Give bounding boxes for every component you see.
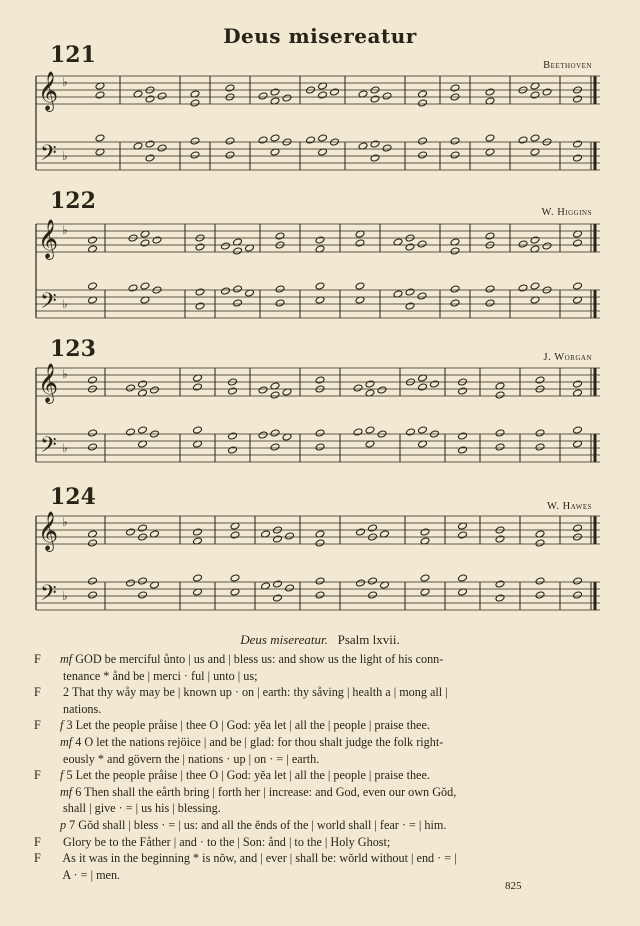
note-head xyxy=(258,386,268,394)
note-head xyxy=(126,428,136,436)
note-head xyxy=(275,299,285,307)
verse-dynamic: mf xyxy=(60,784,73,799)
note-head xyxy=(405,302,415,310)
note-head xyxy=(157,144,167,152)
verse-text: As it was in the beginning * is nǒw, and | ever | shall be: wǒrld without | end · = | xyxy=(62,851,457,866)
verse-dynamic: mf xyxy=(60,735,73,749)
note-head xyxy=(458,574,468,582)
note-head xyxy=(368,591,378,599)
note-head xyxy=(285,584,295,592)
note-head xyxy=(535,429,545,437)
note-head xyxy=(225,137,235,145)
note-head xyxy=(495,594,505,602)
note-head xyxy=(315,376,325,384)
note-head xyxy=(221,287,231,295)
chant-number-121: 121 xyxy=(50,42,96,68)
note-head xyxy=(495,391,505,399)
note-head xyxy=(258,431,268,439)
flat-icon: ♭ xyxy=(62,367,68,381)
note-head xyxy=(157,92,167,100)
flat-icon: ♭ xyxy=(62,441,68,455)
note-head xyxy=(88,577,98,585)
note-head xyxy=(368,577,378,585)
caption-title: Deus misereatur. xyxy=(240,632,328,647)
verse-text: Glory be to the Fåther | and · to the | Son: ånd | to the | Holy Ghost; xyxy=(63,834,391,849)
note-head xyxy=(282,94,292,102)
verse-dynamic: f xyxy=(60,718,64,733)
note-head xyxy=(370,154,380,162)
note-head xyxy=(273,580,283,588)
note-head xyxy=(95,91,105,99)
verse-text: GOD be merciful ůnto | us and | bless us: and show us the light of his conn- xyxy=(75,652,444,666)
flat-icon: ♭ xyxy=(62,297,68,311)
note-head xyxy=(450,299,460,307)
caption-psalm: Psalm lxvii. xyxy=(337,632,400,647)
note-head xyxy=(458,387,468,395)
note-head xyxy=(128,284,138,292)
note-head xyxy=(418,99,428,107)
note-head xyxy=(270,443,280,451)
note-head xyxy=(418,383,428,391)
note-head xyxy=(518,284,528,292)
note-head xyxy=(430,380,440,388)
verse-line xyxy=(34,702,604,717)
note-head xyxy=(140,282,150,290)
note-head xyxy=(573,380,583,388)
note-head xyxy=(420,574,430,582)
chant-number-124: 124 xyxy=(50,484,96,510)
note-head xyxy=(485,232,495,240)
bass-clef-icon: 𝄢 xyxy=(40,433,57,463)
note-head xyxy=(145,95,155,103)
note-head xyxy=(145,140,155,148)
note-head xyxy=(126,528,136,536)
note-head xyxy=(573,140,583,148)
note-head xyxy=(315,282,325,290)
chant-number-122: 122 xyxy=(50,188,96,214)
note-head xyxy=(485,285,495,293)
note-head xyxy=(193,383,203,391)
note-head xyxy=(150,386,160,394)
note-head xyxy=(573,591,583,599)
note-head xyxy=(370,140,380,148)
psalm-caption xyxy=(0,632,640,648)
note-head xyxy=(228,387,238,395)
flat-icon: ♭ xyxy=(62,589,68,603)
verse-mark: F xyxy=(34,685,41,700)
note-head xyxy=(190,151,200,159)
verse-mark: F xyxy=(34,718,41,733)
composer-124: W. Hawes xyxy=(546,501,592,512)
verse-dynamic: p xyxy=(60,818,67,832)
note-head xyxy=(138,380,148,388)
verse-text: 3 Let the people pråise | thee O | God: yěa let | all the | people | praise thee. xyxy=(66,718,430,733)
flat-icon: ♭ xyxy=(62,75,68,89)
note-head xyxy=(88,539,98,547)
flat-icon: ♭ xyxy=(62,515,68,529)
note-head xyxy=(573,239,583,247)
note-head xyxy=(318,134,328,142)
note-head xyxy=(138,426,148,434)
note-head xyxy=(228,446,238,454)
note-head xyxy=(315,539,325,547)
verse-mark: F xyxy=(34,851,41,866)
note-head xyxy=(420,528,430,536)
note-head xyxy=(542,242,552,250)
note-head xyxy=(193,528,203,536)
note-head xyxy=(270,429,280,437)
verse-text: A · = | men. xyxy=(62,867,121,882)
verse-mark: F xyxy=(34,652,41,666)
note-head xyxy=(138,577,148,585)
note-head xyxy=(518,240,528,248)
page-number: 825 xyxy=(505,880,522,892)
note-head xyxy=(356,579,366,587)
verse-mark: F xyxy=(34,768,41,783)
verse-line xyxy=(34,835,604,850)
note-head xyxy=(450,247,460,255)
treble-clef-icon: 𝄞 xyxy=(38,511,59,551)
bass-clef-icon: 𝄢 xyxy=(40,581,57,611)
note-head xyxy=(450,84,460,92)
verse-text: tenance * ånd be | merci · ful | unto | us; xyxy=(63,668,258,683)
verse-text: nations. xyxy=(63,701,102,716)
note-head xyxy=(230,531,240,539)
note-head xyxy=(88,376,98,384)
note-head xyxy=(230,574,240,582)
note-head xyxy=(190,137,200,145)
note-head xyxy=(485,88,495,96)
note-head xyxy=(418,151,428,159)
note-head xyxy=(382,92,392,100)
composer-122: W. Higgins xyxy=(541,207,592,218)
note-head xyxy=(318,91,328,99)
note-head xyxy=(315,236,325,244)
verse-line xyxy=(34,752,604,767)
note-head xyxy=(458,531,468,539)
note-head xyxy=(145,154,155,162)
note-head xyxy=(495,580,505,588)
treble-clef-icon: 𝄞 xyxy=(38,71,59,111)
note-head xyxy=(270,391,280,399)
page-title: Deus misereatur xyxy=(223,24,417,48)
note-head xyxy=(495,535,505,543)
verse-dynamic: mf xyxy=(60,652,73,666)
note-head xyxy=(221,242,231,250)
note-head xyxy=(140,239,150,247)
note-head xyxy=(126,384,136,392)
note-head xyxy=(273,594,283,602)
flat-icon: ♭ xyxy=(62,223,68,237)
note-head xyxy=(417,240,427,248)
composer-123: J. Worgan xyxy=(543,352,592,363)
note-head xyxy=(88,282,98,290)
note-head xyxy=(573,154,583,162)
note-head xyxy=(450,151,460,159)
note-head xyxy=(417,292,427,300)
note-head xyxy=(365,380,375,388)
note-head xyxy=(330,88,340,96)
verse-line xyxy=(34,785,604,800)
composer-121: Beethoven xyxy=(543,60,592,71)
note-head xyxy=(228,432,238,440)
note-head xyxy=(275,285,285,293)
note-head xyxy=(573,95,583,103)
verse-line xyxy=(34,851,604,866)
note-head xyxy=(495,443,505,451)
verse-dynamic: f xyxy=(60,768,64,783)
note-head xyxy=(535,376,545,384)
note-head xyxy=(370,95,380,103)
note-head xyxy=(190,99,200,107)
note-head xyxy=(573,426,583,434)
note-head xyxy=(518,136,528,144)
note-head xyxy=(355,282,365,290)
note-head xyxy=(195,243,205,251)
note-head xyxy=(193,574,203,582)
note-head xyxy=(233,247,243,255)
note-head xyxy=(138,524,148,532)
note-head xyxy=(418,137,428,145)
note-head xyxy=(458,432,468,440)
note-head xyxy=(535,539,545,547)
verse-line xyxy=(34,652,604,667)
note-head xyxy=(273,535,283,543)
note-head xyxy=(405,288,415,296)
note-head xyxy=(535,577,545,585)
note-head xyxy=(193,426,203,434)
note-head xyxy=(195,302,205,310)
verse-text: 6 Then shall the eårth bring | forth her | increase: and God, even our own Gŏd, xyxy=(75,784,457,799)
verse-text: 4 O let the nations rejöice | and be | glad: for thou shalt judge the folk right- xyxy=(75,735,444,749)
verse-line xyxy=(34,801,604,816)
note-head xyxy=(530,134,540,142)
flat-icon: ♭ xyxy=(62,149,68,163)
note-head xyxy=(88,591,98,599)
note-head xyxy=(573,524,583,532)
note-head xyxy=(495,429,505,437)
note-head xyxy=(88,236,98,244)
note-head xyxy=(530,236,540,244)
verse-line xyxy=(34,669,604,684)
note-head xyxy=(485,299,495,307)
verse-line xyxy=(34,735,604,750)
bass-clef-icon: 𝄢 xyxy=(40,289,57,319)
note-head xyxy=(406,428,416,436)
note-head xyxy=(377,386,387,394)
note-head xyxy=(535,443,545,451)
note-head xyxy=(275,232,285,240)
note-head xyxy=(315,577,325,585)
note-head xyxy=(353,384,363,392)
note-head xyxy=(258,92,268,100)
note-head xyxy=(152,236,162,244)
note-head xyxy=(88,429,98,437)
note-head xyxy=(225,84,235,92)
verse-text: 2 That thy wåy may be | known up · on | earth: thy såving | health a | mong all | xyxy=(63,685,448,700)
note-head xyxy=(195,288,205,296)
verse-line xyxy=(34,768,604,783)
treble-clef-icon: 𝄞 xyxy=(38,363,59,403)
verse-line xyxy=(34,718,604,733)
note-head xyxy=(450,137,460,145)
note-head xyxy=(368,524,378,532)
note-head xyxy=(306,136,316,144)
note-head xyxy=(315,429,325,437)
verse-text: shall | give · = | us his | blessing. xyxy=(63,801,221,816)
note-head xyxy=(138,591,148,599)
bass-clef-icon: 𝄢 xyxy=(40,141,57,171)
note-head xyxy=(88,443,98,451)
verse-text: eously * and gövern the | nations · up | on · = | earth. xyxy=(63,751,320,766)
note-head xyxy=(535,591,545,599)
note-head xyxy=(126,579,136,587)
treble-clef-icon: 𝄞 xyxy=(38,219,59,259)
note-head xyxy=(233,299,243,307)
note-head xyxy=(353,428,363,436)
verse-line xyxy=(34,818,604,833)
note-head xyxy=(355,239,365,247)
note-head xyxy=(365,426,375,434)
note-head xyxy=(225,151,235,159)
note-head xyxy=(573,282,583,290)
note-head xyxy=(542,88,552,96)
note-head xyxy=(530,91,540,99)
note-head xyxy=(458,446,468,454)
verse-text: 7 Gŏd shall | bless · = | us: and all the ěnds of the | world shall | fear · = | him. xyxy=(69,818,447,832)
note-head xyxy=(285,532,295,540)
verse-mark: F xyxy=(34,834,41,849)
note-head xyxy=(418,426,428,434)
note-head xyxy=(382,144,392,152)
note-head xyxy=(405,243,415,251)
note-head xyxy=(450,285,460,293)
chant-number-123: 123 xyxy=(50,336,96,362)
note-head xyxy=(573,577,583,585)
note-head xyxy=(315,591,325,599)
note-head xyxy=(233,285,243,293)
note-head xyxy=(270,88,280,96)
note-head xyxy=(356,528,366,536)
note-head xyxy=(258,136,268,144)
note-head xyxy=(485,134,495,142)
verse-line xyxy=(34,685,604,700)
verse-text: 5 Let the people pråise | thee O | God: yěa let | all the | people | praise thee. xyxy=(66,768,430,783)
note-head xyxy=(530,282,540,290)
note-head xyxy=(95,134,105,142)
note-head xyxy=(315,443,325,451)
note-head xyxy=(270,134,280,142)
